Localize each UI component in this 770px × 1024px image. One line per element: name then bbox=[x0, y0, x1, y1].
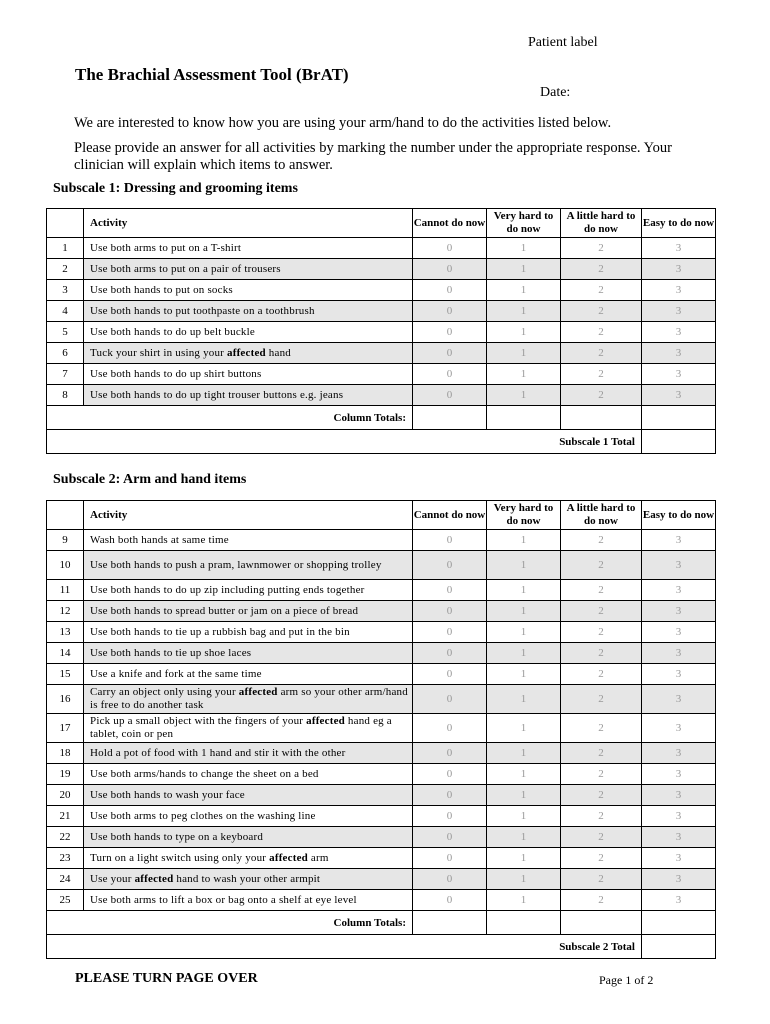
score-option-1[interactable]: 1 bbox=[487, 322, 561, 343]
score-option-0[interactable]: 0 bbox=[413, 530, 487, 551]
table-row bbox=[47, 385, 716, 406]
table-row bbox=[47, 259, 716, 280]
activity-text bbox=[84, 343, 413, 364]
score-option-2[interactable]: 2 bbox=[561, 714, 642, 743]
affected-emphasis: affected bbox=[238, 686, 278, 698]
score-option-2[interactable]: 2 bbox=[561, 601, 642, 622]
activity-text: Use both arms/hands to change the sheet on a bed bbox=[84, 764, 413, 785]
score-option-2[interactable]: 2 bbox=[561, 530, 642, 551]
item-number: 8 bbox=[47, 385, 84, 406]
item-number: 3 bbox=[47, 280, 84, 301]
score-option-3[interactable]: 3 bbox=[642, 580, 716, 601]
item-number: 16 bbox=[47, 685, 84, 714]
table-row bbox=[47, 364, 716, 385]
affected-emphasis: affected bbox=[269, 851, 308, 864]
score-option-2[interactable]: 2 bbox=[561, 343, 642, 364]
score-option-1[interactable]: 1 bbox=[487, 714, 561, 743]
table-row bbox=[47, 601, 716, 622]
score-option-1[interactable]: 1 bbox=[487, 743, 561, 764]
score-option-1[interactable]: 1 bbox=[487, 238, 561, 259]
cannot-do-header: Cannot do now bbox=[413, 209, 487, 238]
item-number: 24 bbox=[47, 869, 84, 890]
activity-text-part: Turn on a light switch using only your bbox=[90, 851, 270, 864]
score-option-1[interactable]: 1 bbox=[487, 806, 561, 827]
activity-text bbox=[84, 714, 413, 743]
item-number: 17 bbox=[47, 714, 84, 743]
activity-text bbox=[84, 869, 413, 890]
table-header-row bbox=[47, 209, 716, 238]
score-option-1[interactable]: 1 bbox=[487, 685, 561, 714]
activity-text bbox=[84, 685, 413, 714]
score-option-1[interactable]: 1 bbox=[487, 785, 561, 806]
activity-text: Use both hands to spread butter or jam on a piece of bread bbox=[84, 601, 413, 622]
score-option-3[interactable]: 3 bbox=[642, 764, 716, 785]
easy-header: Easy to do now bbox=[642, 501, 716, 530]
item-number: 19 bbox=[47, 764, 84, 785]
activity-text: Use a knife and fork at the same time bbox=[84, 664, 413, 685]
score-option-1[interactable]: 1 bbox=[487, 530, 561, 551]
item-number: 21 bbox=[47, 806, 84, 827]
score-option-3[interactable]: 3 bbox=[642, 601, 716, 622]
patient-label: Patient label bbox=[528, 35, 598, 50]
score-option-2[interactable]: 2 bbox=[561, 280, 642, 301]
item-number: 22 bbox=[47, 827, 84, 848]
item-number: 20 bbox=[47, 785, 84, 806]
item-number: 1 bbox=[47, 238, 84, 259]
instructions-text: Please provide an answer for all activities by marking the number under the appropriate response. Your clinician will explain which items to answer. bbox=[74, 140, 672, 173]
subscale-total-label: Subscale 2 Total bbox=[47, 935, 642, 959]
score-option-2[interactable]: 2 bbox=[561, 869, 642, 890]
score-option-3[interactable]: 3 bbox=[642, 301, 716, 322]
date-label: Date: bbox=[540, 85, 571, 100]
score-option-0[interactable]: 0 bbox=[413, 785, 487, 806]
affected-emphasis: affected bbox=[134, 872, 174, 885]
page-number: Page 1 of 2 bbox=[599, 973, 654, 987]
score-option-0[interactable]: 0 bbox=[413, 890, 487, 911]
easy-header: Easy to do now bbox=[642, 209, 716, 238]
activity-column-header: Activity bbox=[84, 209, 413, 238]
score-option-3[interactable]: 3 bbox=[642, 385, 716, 406]
score-option-0[interactable]: 0 bbox=[413, 280, 487, 301]
table-row bbox=[47, 848, 716, 869]
score-option-2[interactable]: 2 bbox=[561, 890, 642, 911]
column-total-easy[interactable] bbox=[642, 406, 716, 430]
score-option-2[interactable]: 2 bbox=[561, 259, 642, 280]
score-option-3[interactable]: 3 bbox=[642, 280, 716, 301]
table-row bbox=[47, 301, 716, 322]
table-row bbox=[47, 743, 716, 764]
item-number: 25 bbox=[47, 890, 84, 911]
column-totals-row bbox=[47, 911, 716, 935]
score-option-3[interactable]: 3 bbox=[642, 685, 716, 714]
score-option-0[interactable]: 0 bbox=[413, 643, 487, 664]
item-number: 9 bbox=[47, 530, 84, 551]
item-number: 2 bbox=[47, 259, 84, 280]
activity-text-part: arm so your other arm/hand is free to do another task bbox=[90, 686, 408, 711]
score-option-2[interactable]: 2 bbox=[561, 238, 642, 259]
score-option-2[interactable]: 2 bbox=[561, 580, 642, 601]
score-option-2[interactable]: 2 bbox=[561, 322, 642, 343]
activity-text-part: Carry an object only using your bbox=[90, 686, 239, 698]
column-totals-row bbox=[47, 406, 716, 430]
subscale-total-value[interactable] bbox=[642, 430, 716, 454]
score-option-1[interactable]: 1 bbox=[487, 364, 561, 385]
table-row bbox=[47, 869, 716, 890]
little-hard-header: A little hard to do now bbox=[561, 209, 642, 238]
activity-text: Use both arms to lift a box or bag onto a shelf at eye level bbox=[84, 890, 413, 911]
score-option-2[interactable]: 2 bbox=[561, 764, 642, 785]
subscale-2-heading: Subscale 2: Arm and hand items bbox=[53, 472, 247, 487]
table-row bbox=[47, 714, 716, 743]
score-option-1[interactable]: 1 bbox=[487, 890, 561, 911]
score-option-2[interactable]: 2 bbox=[561, 685, 642, 714]
item-number: 14 bbox=[47, 643, 84, 664]
very-hard-header: Very hard to do now bbox=[487, 501, 561, 530]
activity-text: Use both hands to tie up a rubbish bag and put in the bin bbox=[84, 622, 413, 643]
activity-text: Hold a pot of food with 1 hand and stir it with the other bbox=[84, 743, 413, 764]
activity-text-part: Tuck your shirt in using your bbox=[90, 346, 227, 359]
table-header-row bbox=[47, 501, 716, 530]
score-option-0[interactable]: 0 bbox=[413, 622, 487, 643]
subscale-1-heading: Subscale 1: Dressing and grooming items bbox=[53, 181, 298, 196]
table-row bbox=[47, 785, 716, 806]
activity-text-part: hand eg a tablet, coin or pen bbox=[90, 715, 392, 740]
score-option-3[interactable]: 3 bbox=[642, 664, 716, 685]
table-row bbox=[47, 764, 716, 785]
table-row bbox=[47, 280, 716, 301]
score-option-3[interactable]: 3 bbox=[642, 869, 716, 890]
column-totals-label: Column Totals: bbox=[47, 406, 413, 430]
header-blank bbox=[47, 209, 84, 238]
score-option-0[interactable]: 0 bbox=[413, 869, 487, 890]
column-total-cannot[interactable] bbox=[413, 911, 487, 935]
score-option-0[interactable]: 0 bbox=[413, 580, 487, 601]
column-total-little-hard[interactable] bbox=[561, 406, 642, 430]
activity-text: Use both hands to tie up shoe laces bbox=[84, 643, 413, 664]
score-option-3[interactable]: 3 bbox=[642, 827, 716, 848]
item-number: 7 bbox=[47, 364, 84, 385]
column-total-little-hard[interactable] bbox=[561, 911, 642, 935]
item-number: 5 bbox=[47, 322, 84, 343]
score-option-3[interactable]: 3 bbox=[642, 343, 716, 364]
score-option-1[interactable]: 1 bbox=[487, 343, 561, 364]
score-option-1[interactable]: 1 bbox=[487, 622, 561, 643]
score-option-2[interactable]: 2 bbox=[561, 806, 642, 827]
activity-text-part: Pick up a small object with the fingers of your bbox=[90, 715, 307, 727]
table-row bbox=[47, 685, 716, 714]
subscale-2-table bbox=[46, 500, 716, 959]
activity-text-part: hand to wash your other armpit bbox=[173, 872, 321, 885]
score-option-0[interactable]: 0 bbox=[413, 848, 487, 869]
table-row bbox=[47, 322, 716, 343]
score-option-1[interactable]: 1 bbox=[487, 848, 561, 869]
item-number: 18 bbox=[47, 743, 84, 764]
activity-text: Use both hands to put on socks bbox=[84, 280, 413, 301]
score-option-2[interactable]: 2 bbox=[561, 664, 642, 685]
very-hard-header: Very hard to do now bbox=[487, 209, 561, 238]
score-option-3[interactable]: 3 bbox=[642, 322, 716, 343]
score-option-1[interactable]: 1 bbox=[487, 280, 561, 301]
score-option-0[interactable]: 0 bbox=[413, 343, 487, 364]
table-row bbox=[47, 580, 716, 601]
table-row bbox=[47, 530, 716, 551]
score-option-2[interactable]: 2 bbox=[561, 785, 642, 806]
score-option-0[interactable]: 0 bbox=[413, 601, 487, 622]
score-option-0[interactable]: 0 bbox=[413, 664, 487, 685]
table-row bbox=[47, 343, 716, 364]
score-option-3[interactable]: 3 bbox=[642, 743, 716, 764]
subscale-total-row bbox=[47, 430, 716, 454]
score-option-1[interactable]: 1 bbox=[487, 664, 561, 685]
table-row bbox=[47, 622, 716, 643]
score-option-1[interactable]: 1 bbox=[487, 764, 561, 785]
activity-text: Use both arms to put on a pair of trousers bbox=[84, 259, 413, 280]
score-option-1[interactable]: 1 bbox=[487, 643, 561, 664]
little-hard-header: A little hard to do now bbox=[561, 501, 642, 530]
intro-text: We are interested to know how you are using your arm/hand to do the activities listed below. bbox=[74, 115, 612, 131]
activity-text: Use both hands to do up zip including putting ends together bbox=[84, 580, 413, 601]
activity-column-header: Activity bbox=[84, 501, 413, 530]
score-option-0[interactable]: 0 bbox=[413, 322, 487, 343]
score-option-3[interactable]: 3 bbox=[642, 785, 716, 806]
item-number: 6 bbox=[47, 343, 84, 364]
item-number: 12 bbox=[47, 601, 84, 622]
score-option-2[interactable]: 2 bbox=[561, 643, 642, 664]
affected-emphasis: affected bbox=[306, 715, 345, 727]
activity-text-part: Use your bbox=[90, 872, 135, 885]
subscale-total-value[interactable] bbox=[642, 935, 716, 959]
score-option-1[interactable]: 1 bbox=[487, 259, 561, 280]
activity-text: Use both hands to do up tight trouser buttons e.g. jeans bbox=[84, 385, 413, 406]
item-number: 23 bbox=[47, 848, 84, 869]
score-option-2[interactable]: 2 bbox=[561, 827, 642, 848]
score-option-2[interactable]: 2 bbox=[561, 848, 642, 869]
score-option-0[interactable]: 0 bbox=[413, 685, 487, 714]
score-option-3[interactable]: 3 bbox=[642, 364, 716, 385]
activity-text: Use both hands to do up shirt buttons bbox=[84, 364, 413, 385]
score-option-2[interactable]: 2 bbox=[561, 551, 642, 580]
item-number: 10 bbox=[47, 551, 84, 580]
score-option-0[interactable]: 0 bbox=[413, 764, 487, 785]
score-option-3[interactable]: 3 bbox=[642, 643, 716, 664]
score-option-3[interactable]: 3 bbox=[642, 806, 716, 827]
activity-text: Use both arms to put on a T-shirt bbox=[84, 238, 413, 259]
score-option-2[interactable]: 2 bbox=[561, 622, 642, 643]
score-option-3[interactable]: 3 bbox=[642, 551, 716, 580]
subscale-total-row bbox=[47, 935, 716, 959]
activity-text-part: hand bbox=[265, 346, 291, 359]
table-row bbox=[47, 890, 716, 911]
item-number: 11 bbox=[47, 580, 84, 601]
table-row bbox=[47, 643, 716, 664]
activity-text: Wash both hands at same time bbox=[84, 530, 413, 551]
item-number: 4 bbox=[47, 301, 84, 322]
score-option-1[interactable]: 1 bbox=[487, 551, 561, 580]
score-option-2[interactable]: 2 bbox=[561, 743, 642, 764]
subscale-total-label: Subscale 1 Total bbox=[47, 430, 642, 454]
score-option-3[interactable]: 3 bbox=[642, 238, 716, 259]
item-number: 15 bbox=[47, 664, 84, 685]
column-total-easy[interactable] bbox=[642, 911, 716, 935]
activity-text-part: arm bbox=[307, 851, 329, 864]
score-option-0[interactable]: 0 bbox=[413, 364, 487, 385]
column-total-very-hard[interactable] bbox=[487, 911, 561, 935]
score-option-1[interactable]: 1 bbox=[487, 869, 561, 890]
score-option-0[interactable]: 0 bbox=[413, 806, 487, 827]
activity-text: Use both hands to push a pram, lawnmower or shopping trolley bbox=[84, 551, 413, 580]
score-option-1[interactable]: 1 bbox=[487, 301, 561, 322]
score-option-0[interactable]: 0 bbox=[413, 301, 487, 322]
activity-text: Use both hands to wash your face bbox=[84, 785, 413, 806]
score-option-1[interactable]: 1 bbox=[487, 385, 561, 406]
score-option-0[interactable]: 0 bbox=[413, 259, 487, 280]
score-option-0[interactable]: 0 bbox=[413, 827, 487, 848]
score-option-0[interactable]: 0 bbox=[413, 551, 487, 580]
activity-text: Use both arms to peg clothes on the washing line bbox=[84, 806, 413, 827]
score-option-1[interactable]: 1 bbox=[487, 601, 561, 622]
score-option-3[interactable]: 3 bbox=[642, 530, 716, 551]
table-row bbox=[47, 806, 716, 827]
turn-over-note: PLEASE TURN PAGE OVER bbox=[75, 971, 258, 986]
activity-text: Use both hands to put toothpaste on a toothbrush bbox=[84, 301, 413, 322]
score-option-2[interactable]: 2 bbox=[561, 385, 642, 406]
score-option-0[interactable]: 0 bbox=[413, 714, 487, 743]
score-option-3[interactable]: 3 bbox=[642, 848, 716, 869]
table-row bbox=[47, 664, 716, 685]
affected-emphasis: affected bbox=[227, 346, 266, 359]
score-option-1[interactable]: 1 bbox=[487, 580, 561, 601]
item-number: 13 bbox=[47, 622, 84, 643]
score-option-0[interactable]: 0 bbox=[413, 385, 487, 406]
score-option-3[interactable]: 3 bbox=[642, 890, 716, 911]
score-option-2[interactable]: 2 bbox=[561, 364, 642, 385]
activity-text: Use both hands to do up belt buckle bbox=[84, 322, 413, 343]
activity-text bbox=[84, 848, 413, 869]
score-option-3[interactable]: 3 bbox=[642, 622, 716, 643]
score-option-1[interactable]: 1 bbox=[487, 827, 561, 848]
score-option-2[interactable]: 2 bbox=[561, 301, 642, 322]
score-option-3[interactable]: 3 bbox=[642, 714, 716, 743]
column-total-very-hard[interactable] bbox=[487, 406, 561, 430]
table-row bbox=[47, 238, 716, 259]
score-option-0[interactable]: 0 bbox=[413, 238, 487, 259]
subscale-1-table bbox=[46, 208, 716, 454]
activity-text: Use both hands to type on a keyboard bbox=[84, 827, 413, 848]
column-totals-label: Column Totals: bbox=[47, 911, 413, 935]
column-total-cannot[interactable] bbox=[413, 406, 487, 430]
table-row bbox=[47, 551, 716, 580]
page-title: The Brachial Assessment Tool (BrAT) bbox=[75, 65, 349, 84]
header-blank bbox=[47, 501, 84, 530]
score-option-3[interactable]: 3 bbox=[642, 259, 716, 280]
score-option-0[interactable]: 0 bbox=[413, 743, 487, 764]
table-row bbox=[47, 827, 716, 848]
cannot-do-header: Cannot do now bbox=[413, 501, 487, 530]
